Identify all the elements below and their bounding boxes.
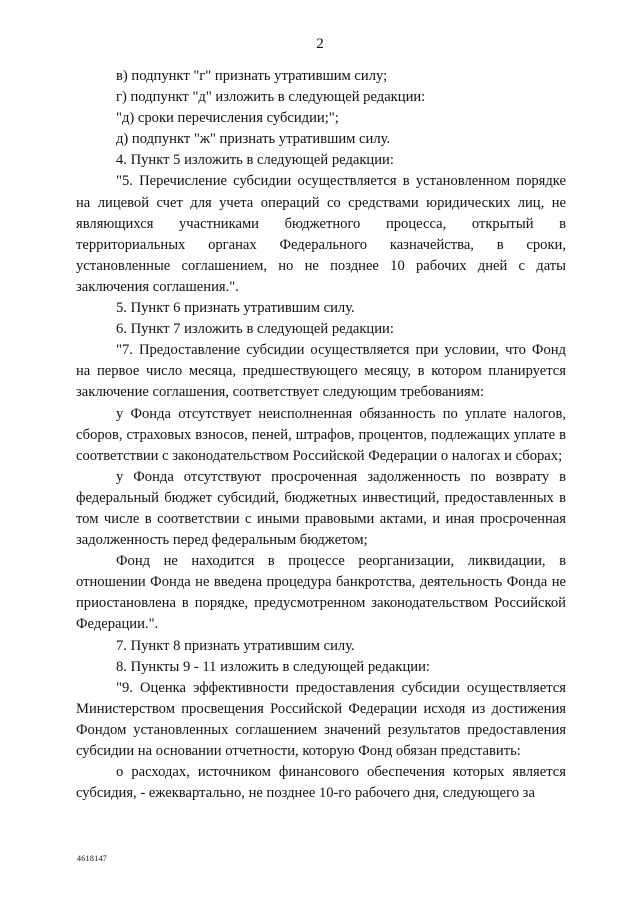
paragraph: у Фонда отсутствует неисполненная обязанность по уплате налогов, сборов, страховых взносов, пеней, штрафов, процентов, подлежащих уплате в соответствии с законодательством Российской Федерации о налогах и сборах; (76, 405, 566, 464)
paragraph: г) подпункт "д" изложить в следующей редакции: (116, 89, 426, 106)
paragraph: 8. Пункты 9 - 11 изложить в следующей редакции: (116, 658, 430, 675)
paragraph: д) подпункт "ж" признать утратившим силу. (116, 131, 391, 148)
paragraph: 5. Пункт 6 признать утратившим силу. (116, 300, 355, 317)
paragraph: 7. Пункт 8 признать утратившим силу. (116, 637, 355, 654)
paragraph: "7. Предоставление субсидии осуществляется при условии, что Фонд на первое число месяца, предшествующего месяцу, в котором планируется заключение соглашения, соответствует следующим требованиям: (76, 342, 566, 401)
paragraph: в) подпункт "г" признать утратившим силу; (116, 68, 388, 84)
paragraph: "д) сроки перечисления субсидии;"; (116, 110, 339, 127)
paragraph: 6. Пункт 7 изложить в следующей редакции: (116, 321, 394, 338)
document-body (76, 66, 566, 804)
paragraph: о расходах, источником финансового обеспечения которых является субсидия, - ежеквартально, не позднее 10-го рабочего дня, следующего за (76, 764, 566, 802)
document-code: 4618147 (77, 854, 108, 863)
paragraph: "5. Перечисление субсидии осуществляется в установленном порядке на лицевой счет для учета операций со средствами юридических лиц, не являющихся участниками бюджетного процесса, открытый в территориальных органах Федерального казначейства, в сроки, установленные соглашением, но не позднее 10 рабочих дней с даты заключения соглашения.". (76, 173, 566, 295)
paragraph: Фонд не находится в процессе реорганизации, ликвидации, в отношении Фонда не введена процедура банкротства, деятельность Фонда не приостановлена в порядке, предусмотренном законодательством Российской Федерации.". (76, 553, 566, 633)
paragraph: "9. Оценка эффективности предоставления субсидии осуществляется Министерством просвещения Российской Федерации исходя из достижения Фондом установленных соглашением значений результатов предоставления субсидии на основании отчетности, которую Фонд обязан представить: (76, 679, 566, 759)
page-number: 2 (316, 36, 324, 52)
paragraph: у Фонда отсутствуют просроченная задолженность по возврату в федеральный бюджет субсидий, бюджетных инвестиций, предоставленных в том числе в соответствии с иными правовыми актами, и иная просроченная задолженность перед федеральным бюджетом; (76, 468, 566, 549)
paragraph: 4. Пункт 5 изложить в следующей редакции: (116, 152, 394, 169)
